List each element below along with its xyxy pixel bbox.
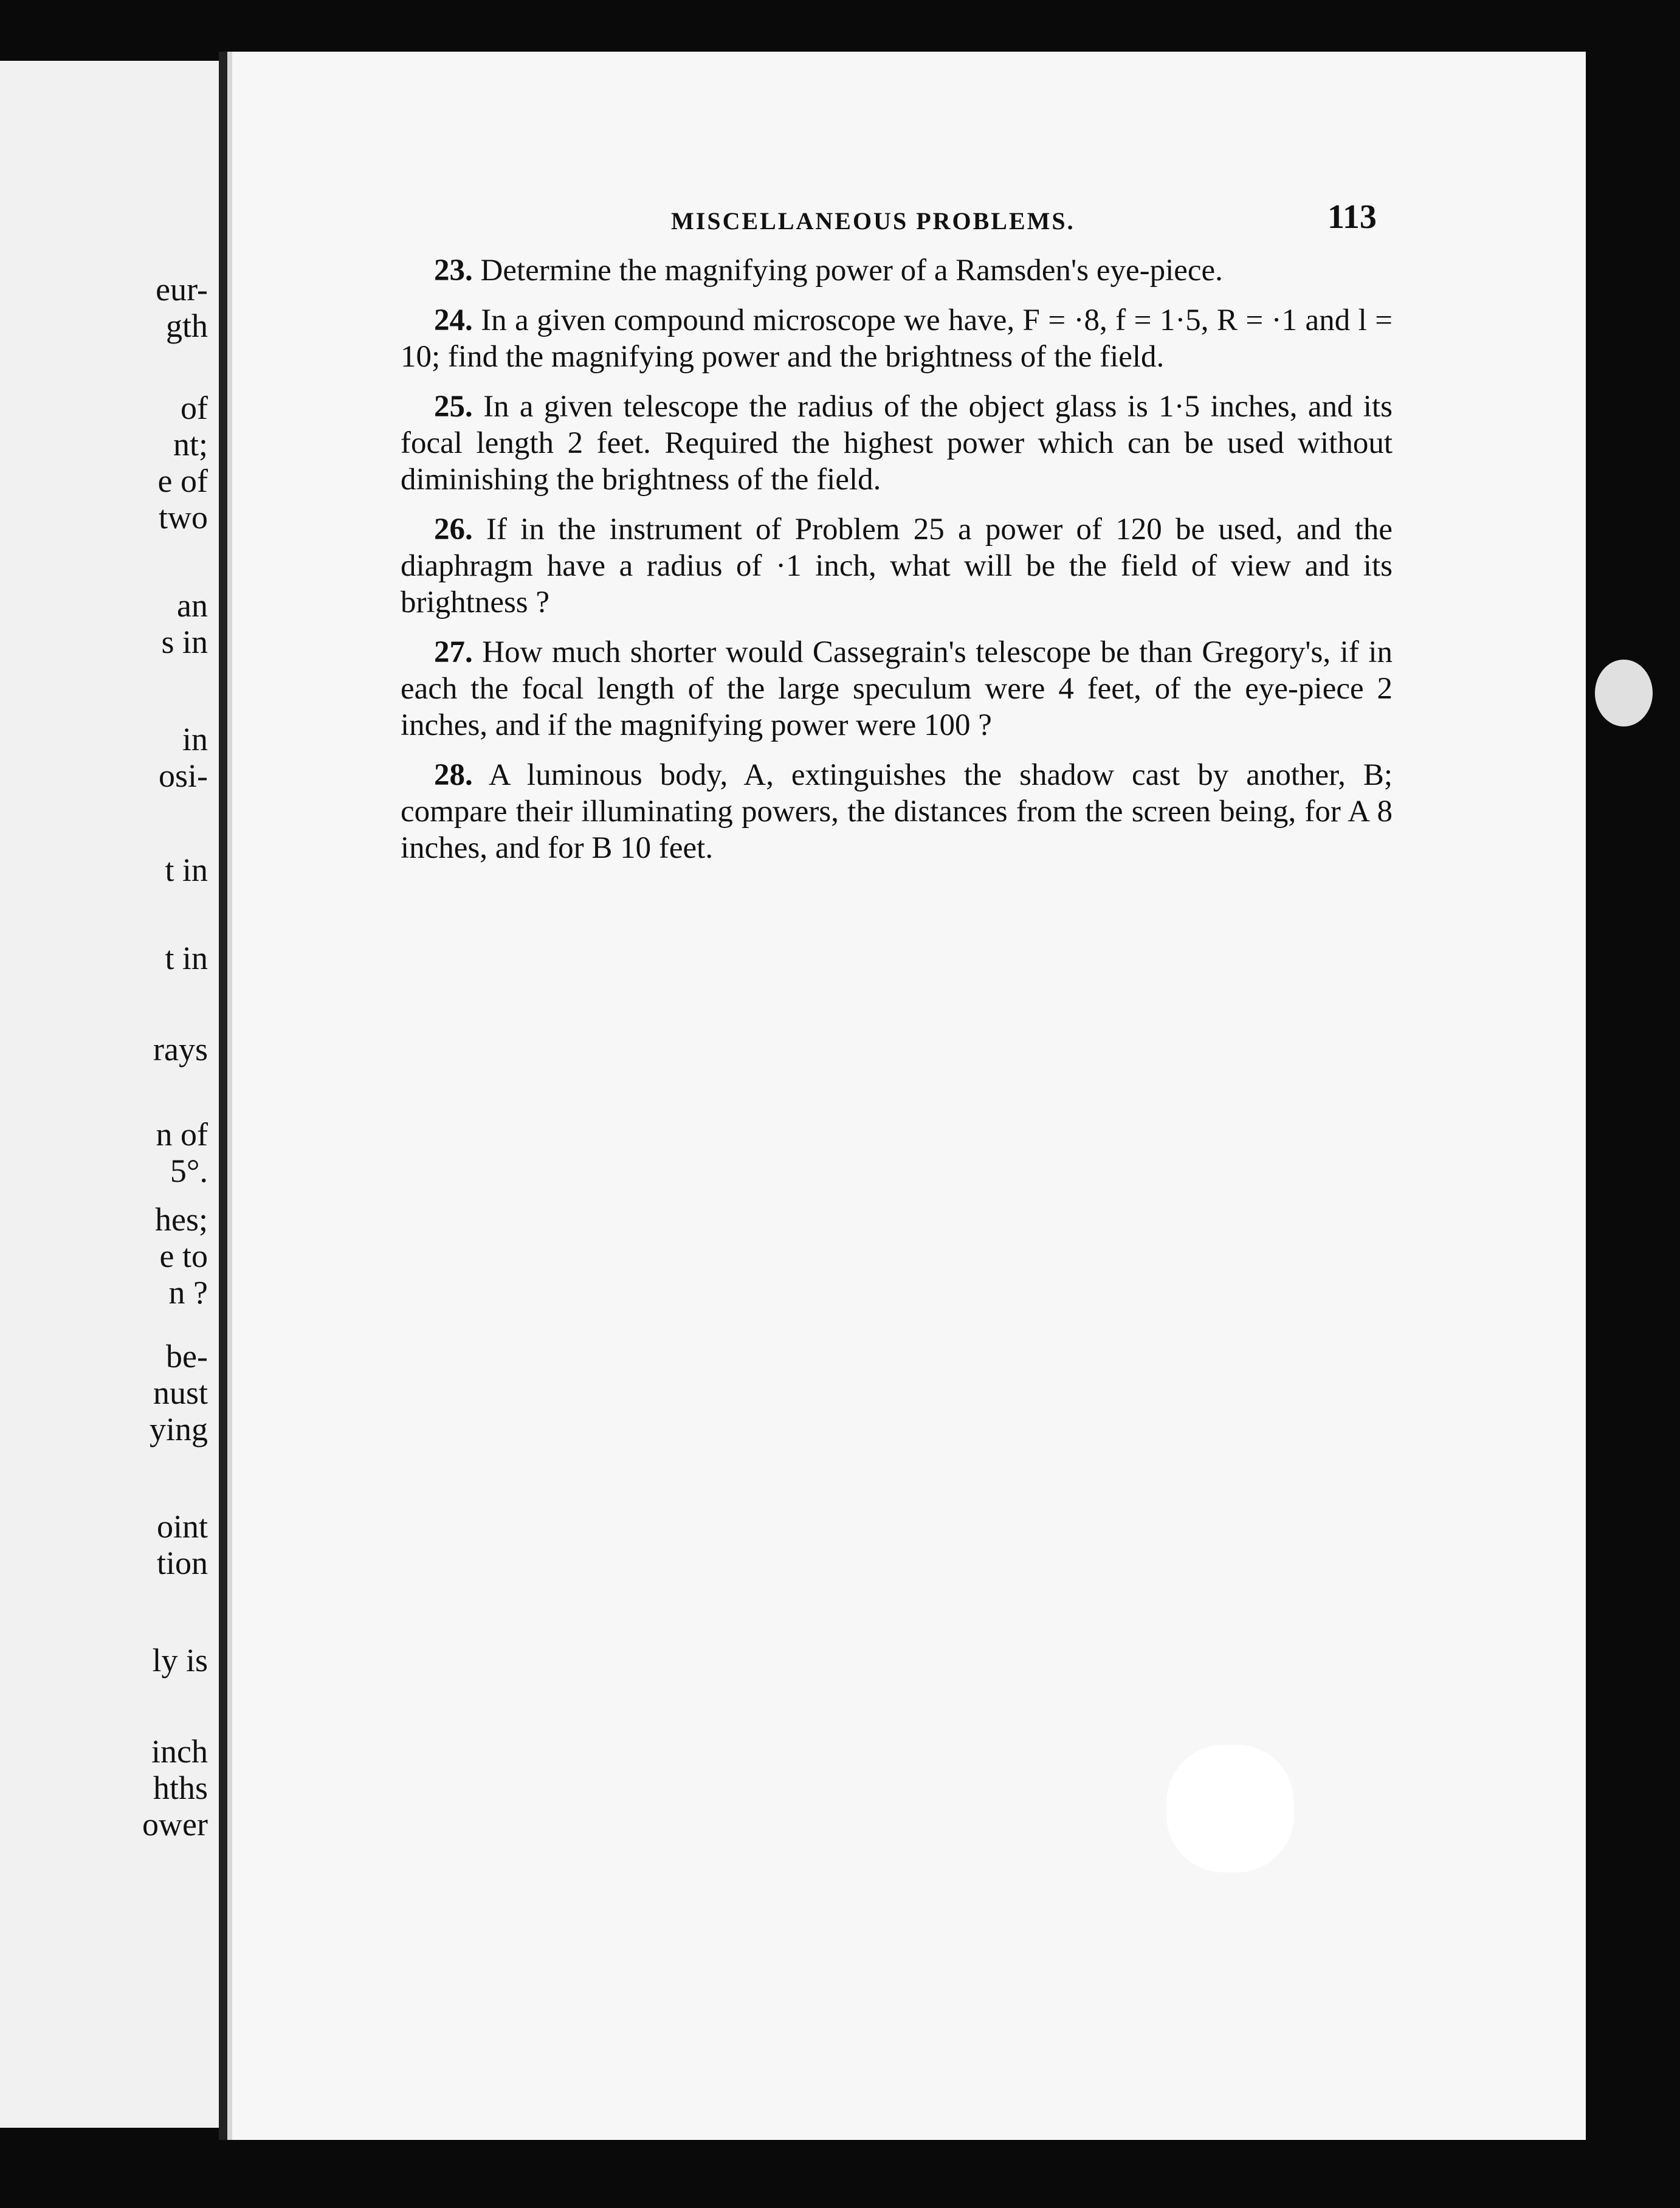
left-page-fragment: e to (159, 1238, 208, 1274)
left-page-fragment: tion (156, 1545, 208, 1581)
left-page-fragment: be- (166, 1338, 208, 1375)
left-page-fragment: an (177, 587, 208, 624)
left-page-fragment: ying (149, 1411, 208, 1447)
left-page-fragment: two (159, 499, 208, 536)
left-page-fragment: in (182, 721, 208, 757)
left-page-fragment: eur- (156, 271, 208, 308)
left-page-fragment: nust (153, 1375, 208, 1411)
left-page-fragment: rays (153, 1031, 208, 1068)
left-page-fragment: oint (156, 1508, 208, 1545)
problems-list (401, 252, 1393, 880)
problem-number: 28. (434, 758, 473, 792)
left-page-fragment: ower (142, 1806, 208, 1843)
left-page-fragment: s in (161, 624, 208, 660)
problem-text: If in the instrument of Problem 25 a power of 120 be used, and the diaphragm have a radius of ·1 inch, what will be the field of view and its brightness ? (401, 512, 1393, 619)
paper-blemish (1595, 660, 1653, 726)
left-page-fragment: hths (153, 1770, 208, 1806)
running-head: MISCELLANEOUS PROBLEMS. (671, 207, 1075, 235)
left-page-fragment: inch (151, 1733, 208, 1770)
problem-number: 23. (434, 254, 473, 288)
left-page-fragment: n ? (168, 1274, 208, 1311)
problem-item (401, 302, 1393, 375)
left-page-fragment: ly is (152, 1642, 208, 1678)
problem-number: 24. (434, 303, 473, 337)
problem-text: A luminous body, A, extinguishes the shadow cast by another, B; compare their illuminating powers, the distances from the screen being, for A 8 inches, and for B 10 feet. (401, 758, 1393, 865)
left-page-fragment: n of (156, 1116, 208, 1153)
problem-item (401, 511, 1393, 621)
left-page-edge (0, 61, 227, 2128)
problem-text: How much shorter would Cassegrain's telescope be than Gregory's, if in each the focal length of the large speculum were 4 feet, of the eye-piece 2 inches, and if the magnifying power were 100 ? (401, 635, 1393, 742)
left-page-fragment: osi- (159, 757, 208, 794)
paper-blemish (1166, 1745, 1294, 1872)
page-number: 113 (1327, 198, 1377, 236)
left-page-fragment: t in (165, 852, 208, 888)
left-page-fragment: hes; (155, 1201, 208, 1238)
left-page-fragment: of (181, 390, 208, 426)
problem-number: 25. (434, 390, 473, 424)
problem-item (401, 634, 1393, 743)
problem-text: In a given telescope the radius of the object glass is 1·5 inches, and its focal length 2 feet. Required the highest power which can be used without diminishing the brightness of the field. (401, 390, 1393, 497)
left-page-fragment: t in (165, 940, 208, 976)
left-page-fragment: gth (165, 308, 208, 344)
problem-number: 26. (434, 512, 473, 547)
left-page-fragment: 5°. (170, 1153, 208, 1189)
problem-number: 27. (434, 635, 473, 669)
problem-text: In a given compound microscope we have, F = ·8, f = 1·5, R = ·1 and l = 10; find the magnifying power and the brightness of the field. (401, 303, 1393, 374)
problem-item (401, 757, 1393, 866)
left-page-fragment: nt; (173, 426, 208, 463)
problem-text: Determine the magnifying power of a Ramsden's eye-piece. (480, 254, 1223, 288)
problem-item (401, 252, 1393, 289)
book-page (219, 52, 1586, 2140)
left-page-fragment: e of (157, 463, 208, 499)
problem-item (401, 388, 1393, 498)
